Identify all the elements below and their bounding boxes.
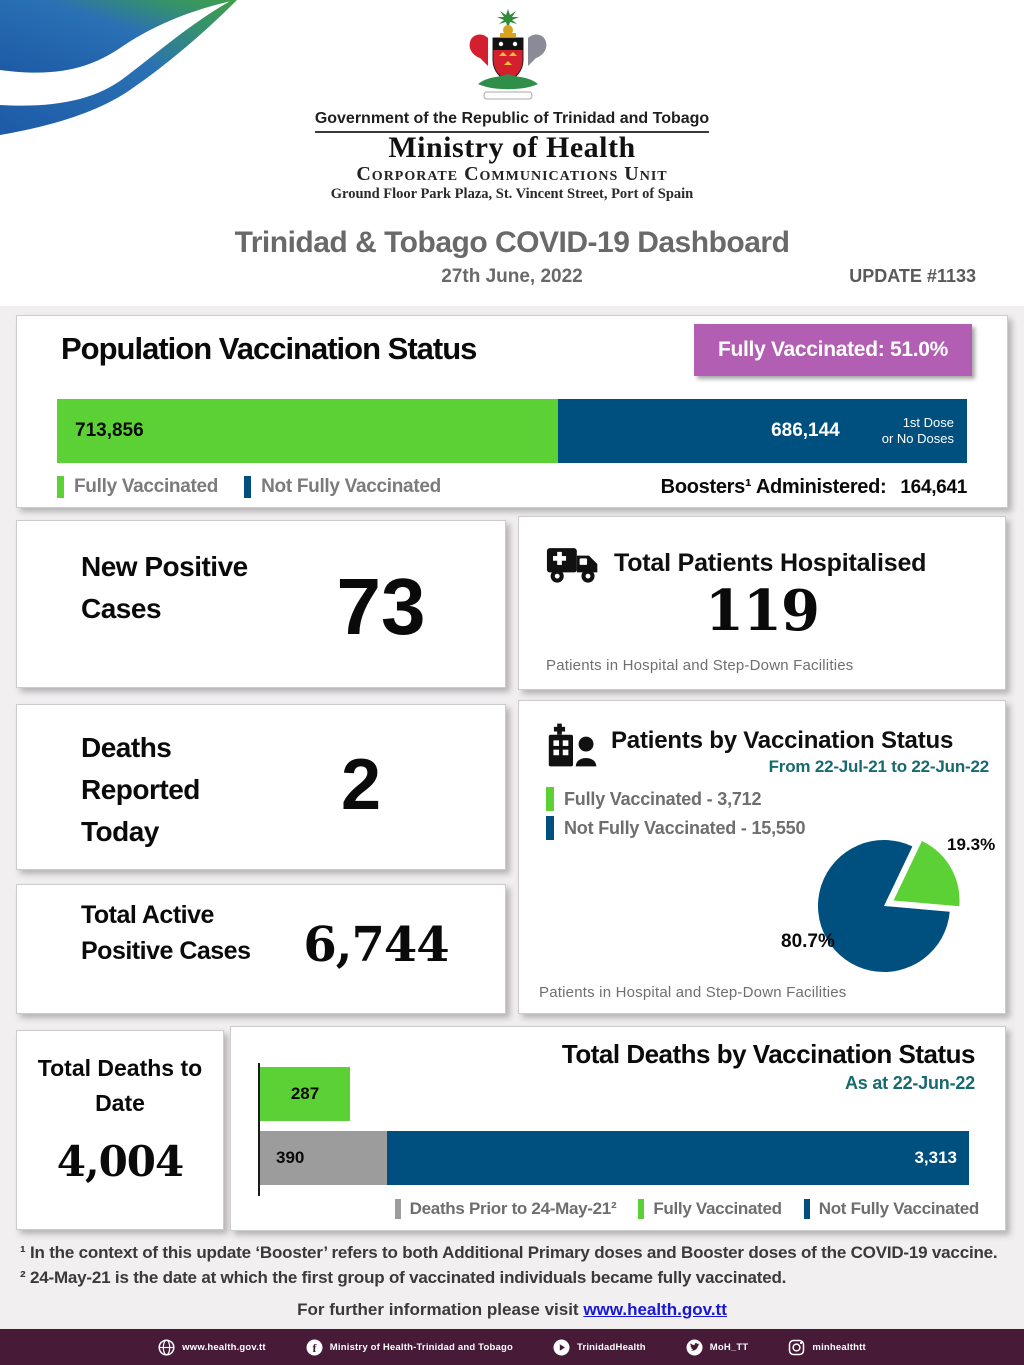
first-dose-label: 1st Dose or No Doses (881, 415, 954, 446)
vax-bar-fully-segment (57, 399, 558, 463)
deaths-bar-fully (260, 1067, 350, 1121)
coat-of-arms (458, 8, 558, 108)
instagram-icon (788, 1339, 805, 1356)
page-title: Trinidad & Tobago COVID-19 Dashboard (234, 226, 790, 259)
legend-fully-label: Fully Vaccinated (653, 1199, 782, 1218)
footnote-booster: ¹ In the context of this update ‘Booster’ refers to both Additional Primary doses and Booster doses of the COVID-19 vaccine. (20, 1243, 998, 1262)
active-cases-card (16, 884, 506, 1014)
deaths-to-date-value: 4,004 (56, 1137, 184, 1186)
government-line: Government of the Republic of Trinidad and Tobago (0, 110, 1024, 133)
globe-icon (158, 1339, 175, 1356)
deaths-not-fully-value: 3,313 (914, 1148, 957, 1167)
deaths-bar-prior (260, 1131, 387, 1185)
legend-prior-label: Deaths Prior to 24-May-21² (409, 1199, 617, 1218)
vax-bar-not-fully-segment (558, 399, 968, 463)
pie-label-not-fully-pct: 80.7% (781, 931, 835, 952)
svg-text:f: f (312, 1340, 317, 1355)
hospitalised-value: 119 (705, 578, 819, 644)
legend-green-marker (57, 476, 64, 498)
pie-label-fully-pct: 19.3% (947, 835, 996, 854)
patients-by-vax-title: Patients by Vaccination Status (611, 727, 954, 754)
ambulance-icon (546, 543, 602, 585)
deaths-today-value: 2 (340, 745, 382, 825)
hospitalised-card (518, 516, 1006, 690)
footer-link-website[interactable]: www.health.gov.tt (158, 1339, 266, 1356)
vaccination-stacked-bar (57, 399, 967, 463)
footer-link-twitter[interactable]: MoH_TT (686, 1339, 749, 1356)
legend-blue-marker (244, 476, 251, 498)
active-cases-value: 6,744 (303, 917, 449, 973)
legend-not-fully-label: Not Fully Vaccinated (261, 476, 441, 497)
deaths-chart-row-fully (260, 1067, 969, 1121)
deaths-today-label: Deaths Reported Today (81, 732, 200, 847)
deaths-bar-not-fully (387, 1131, 969, 1185)
health-gov-link[interactable]: www.health.gov.tt (583, 1300, 727, 1319)
hospitalised-caption: Patients in Hospital and Step-Down Facilities (546, 657, 854, 674)
legend-blue-marker (804, 1199, 810, 1219)
pie-legend-not-fully: Not Fully Vaccinated - 15,550 (546, 816, 805, 840)
deaths-chart-legend (395, 1199, 979, 1219)
facebook-icon (306, 1339, 323, 1356)
legend-green-marker (546, 787, 554, 811)
deaths-chart-title: Total Deaths by Vaccination Status (561, 1039, 975, 1069)
legend-gray-marker (395, 1199, 401, 1219)
legend-blue-marker (546, 816, 554, 840)
communications-unit: Corporate Communications Unit (356, 163, 668, 185)
report-date: 27th June, 2022 (441, 266, 583, 287)
population-vaccination-card (16, 315, 1008, 508)
footnote-date: ² 24-May-21 is the date at which the first group of vaccinated individuals became fully vaccinated. (20, 1268, 787, 1287)
update-number: UPDATE #1133 (849, 266, 976, 286)
active-cases-label: Total Active Positive Cases (81, 901, 251, 966)
hospital-patient-icon (546, 721, 600, 769)
new-positive-cases-label: New Positive Cases (81, 551, 248, 624)
not-fully-vaccinated-count: 686,144 (771, 420, 840, 441)
ministry-title: Ministry of Health (388, 131, 636, 164)
deaths-fully-value: 287 (290, 1084, 320, 1103)
boosters-administered: Boosters¹ Administered: 164,641 (660, 475, 967, 498)
footer-link-youtube[interactable]: TrinidadHealth (553, 1339, 646, 1356)
new-positive-cases-card (16, 520, 506, 688)
legend-not-fully-label: Not Fully Vaccinated (818, 1199, 979, 1218)
new-positive-cases-value: 73 (336, 562, 426, 651)
deaths-chart-row-stacked (260, 1131, 969, 1185)
legend-green-marker (638, 1199, 644, 1219)
deaths-chart-subtitle: As at 22-Jun-22 (844, 1073, 975, 1093)
vaccination-legend (57, 472, 967, 502)
deaths-today-card (16, 704, 506, 870)
ministry-address: Ground Floor Park Plaza, St. Vincent Street, Port of Spain (330, 186, 694, 202)
footer-link-instagram[interactable]: minhealthtt (788, 1339, 865, 1356)
legend-fully-label: Fully Vaccinated (74, 476, 219, 497)
youtube-icon (553, 1339, 570, 1356)
twitter-icon (686, 1339, 703, 1356)
fully-vaccinated-badge: Fully Vaccinated: 51.0% (694, 324, 972, 376)
pie-legend-fully: Fully Vaccinated - 3,712 (546, 787, 761, 811)
population-vaccination-heading: Population Vaccination Status (61, 331, 477, 366)
deaths-to-date-card (16, 1030, 224, 1230)
footer-bar (0, 1329, 1024, 1365)
hospitalised-title: Total Patients Hospitalised (614, 549, 927, 577)
info-line: For further information please visit www.health.gov.tt (297, 1300, 727, 1319)
patients-by-vax-caption: Patients in Hospital and Step-Down Facilities (539, 984, 847, 1001)
deaths-by-vax-card (230, 1026, 1006, 1231)
fully-vaccinated-count: 713,856 (75, 420, 144, 441)
deaths-prior-value: 390 (276, 1148, 305, 1167)
footer-link-facebook[interactable]: f Ministry of Health-Trinidad and Tobago (306, 1339, 513, 1356)
deaths-to-date-label: Total Deaths to Date (37, 1055, 203, 1116)
patients-by-vax-subtitle: From 22-Jul-21 to 22-Jun-22 (768, 757, 989, 776)
patients-by-vax-card (518, 700, 1006, 1014)
